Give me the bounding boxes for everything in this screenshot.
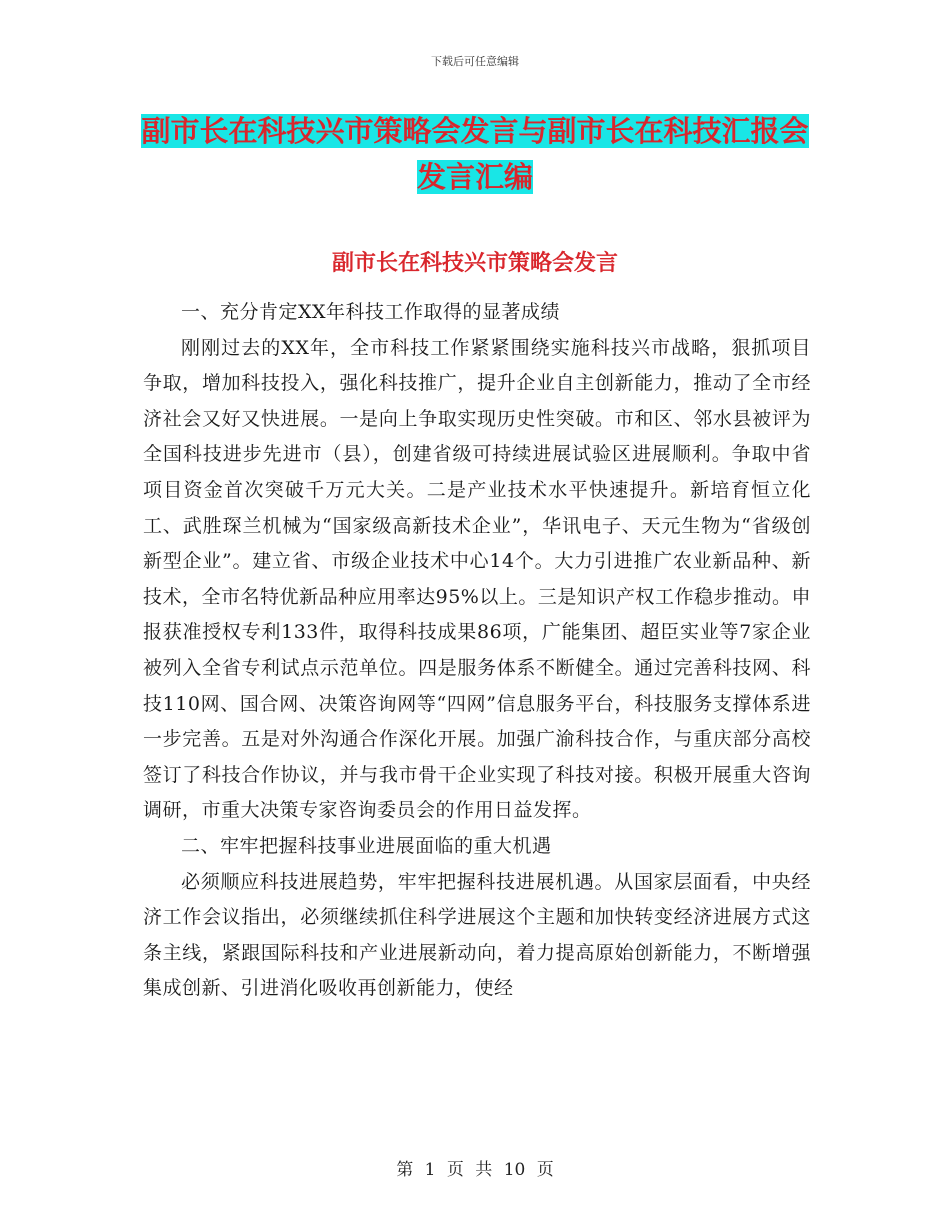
paragraph: 刚刚过去的XX年，全市科技工作紧紧围绕实施科技兴市战略，狠抓项目争取，增加科技投入，强化科技推广，提升企业自主创新能力，推动了全市经济社会又好又快进展。一是向上争取实现历史性突破。市和区、邻水县被评为全国科技进步先进市（县），创建省级可持续进展试验区进展顺利。争取中省项目资金首次突破千万元大关。二是产业技术水平快速提升。新培育恒立化工、武胜琛兰机械为“国家级高新技术企业”，华讯电子、天元生物为“省级创新型企业”。建立省、市级企业技术中心14个。大力引进推广农业新品种、新技术，全市名特优新品种应用率达95%以上。三是知识产权工作稳步推动。申报获准授权专利133件，取得科技成果86项，广能集团、超臣实业等7家企业被列入全省专利试点示范单位。四是服务体系不断健全。通过完善科技网、科技110网、国合网、决策咨询网等“四网”信息服务平台，科技服务支撑体系进一步完善。五是对外沟通合作深化开展。加强广渝科技合作，与重庆部分高校签订了科技合作协议，并与我市骨干企业实现了科技对接。积极开展重大咨询调研，市重大决策专家咨询委员会的作用日益发挥。 <box>143 336 811 822</box>
section-title: 副市长在科技兴市策略会发言 <box>331 251 618 276</box>
title-line-2: 发言汇编 <box>416 160 533 194</box>
document-body <box>143 295 811 1007</box>
document-title <box>140 108 810 200</box>
page-footer: 第 1 页 共 10 页 <box>396 1160 554 1180</box>
title-line-1: 副市长在科技兴市策略会发言与副市长在科技汇报会 <box>141 114 809 148</box>
paragraph: 必须顺应科技进展趋势，牢牢把握科技进展机遇。从国家层面看，中央经济工作会议指出，必须继续抓住科学进展这个主题和加快转变经济进展方式这条主线，紧跟国际科技和产业进展新动向，着力提高原始创新能力，不断增强集成创新、引进消化吸收再创新能力，使经 <box>143 870 811 1000</box>
paragraph-heading-2: 二、牢牢把握科技事业进展面临的重大机遇 <box>181 834 552 857</box>
header-note: 下载后可任意编辑 <box>431 55 519 68</box>
paragraph-heading-1: 一、充分肯定XX年科技工作取得的显著成绩 <box>181 301 561 323</box>
